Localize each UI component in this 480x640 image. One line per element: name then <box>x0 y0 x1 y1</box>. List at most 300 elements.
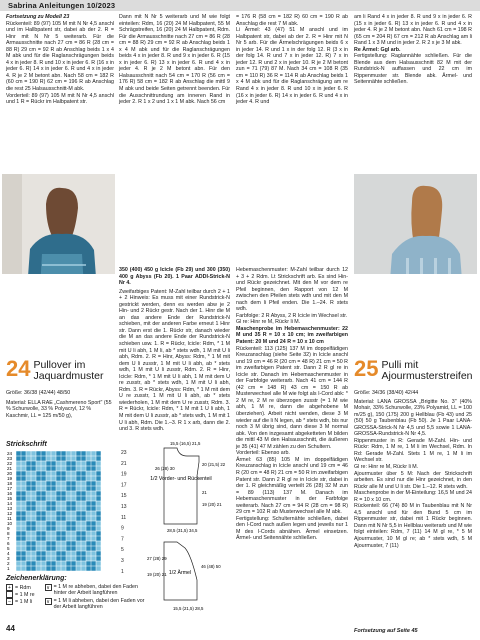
chart-cell <box>41 511 46 516</box>
chart-cell <box>76 531 81 536</box>
text-column-3-lower <box>236 267 348 542</box>
text-column-2-lower <box>119 267 230 433</box>
chart-cell <box>21 551 26 556</box>
chart-cell <box>36 531 41 536</box>
slip-purl-icon: ∨ <box>46 598 50 605</box>
chart-cell <box>61 456 66 461</box>
chart-cell <box>16 536 21 541</box>
chart-cell <box>96 511 101 516</box>
chart-cell <box>36 471 41 476</box>
schematic-row-label: 13 <box>121 504 127 510</box>
chart-cell <box>26 466 31 471</box>
chart-cell <box>41 476 46 481</box>
chart-cell <box>21 476 26 481</box>
chart-cell <box>81 511 86 516</box>
chart-cell <box>86 466 91 471</box>
chart-cell <box>16 556 21 561</box>
chart-cell <box>56 531 61 536</box>
chart-cell <box>61 536 66 541</box>
chart-cell <box>56 556 61 561</box>
model-25-name: Pulli mit Ajourmusterstreifen <box>381 359 473 382</box>
finishing: Fertigstellung: Raglannähte schließen. Für die Blende aus dem Halsausschnitt 82 M mit der Rundstrick-N auffassen und 22 cm im Rippenmuster str. Blende abk. Ärmel- und Seitennähte schließen. <box>354 53 472 86</box>
chart-cell <box>16 516 21 521</box>
chart-row-label: 4 <box>7 551 10 557</box>
chart-row-label: 22 <box>7 461 13 467</box>
chart-cell <box>51 561 56 566</box>
front-end: = 176 R (58 cm = 182 R) 60 cm = 190 R ab Anschlag die rest 7 M abk. <box>236 14 348 27</box>
chart-cell <box>81 531 86 536</box>
back-25: Rückenteil: 66 (74) 80 M in Taubenblau mit N Nr 4,5 anschl und für den Bund 5 cm im Rippenmuster str, dabei mit 1 Rückr beginnen. Dann mit N Nr 5,5 in Hellblau weiterarb und M wie folgt einteilen: Rdm, 7 (11) 14 M gl re, * 5 M Ajourmuster, 10 M gl re; ab * stets wdh, 5 M Ajourmuster, 7 (11) <box>354 503 472 549</box>
chart-cell <box>81 551 86 556</box>
chart-cell <box>81 476 86 481</box>
chart-row-label: 9 <box>7 526 10 532</box>
chart-cell <box>71 521 76 526</box>
chart-cell <box>91 546 96 551</box>
chart-cell <box>86 461 91 466</box>
chart-cell <box>61 511 66 516</box>
gauge: Maschenprobe im Hebemaschenmuster: 22 M und 35 R = 10 x 10 cm; im zweifarbigen Patent: 20 M und 24 R = 10 x 10 cm <box>236 325 348 346</box>
chart-cell <box>86 501 91 506</box>
chart-row-label: 7 <box>7 536 10 542</box>
chart-cell <box>51 521 56 526</box>
chart-cell <box>61 516 66 521</box>
left-sleeve: Li Ärmel: 43 (47) 51 M anschl und im Halbpatent str, dabei ab der 2. R = Hinr mit N Nr 5 arb. Für die Ärmelschrägungen beids 6 x in jeder 14. R und 1 x in der folg 12. R (3 x in der folg 14. R und 7 x in jeder 12. R) 7 x in jeder 12. R und 2 x in jeder 10. R je 2 M betont zun = 71 (79) 87 M. Nach 34 cm = 108 R (35 cm = 110 R) 36 R = 114 R ab Anschlag beids 1 x 4 M abk und für die Raglanschrägung am re Rand 4 x in jeder 8. R und 10 x in jeder 6. R (16 x in jeder 6. R) 14 x in jeder 6. R und 4 x in jeder 4. R und <box>236 27 348 106</box>
chart-cell <box>91 501 96 506</box>
chart-cell <box>86 561 91 566</box>
chart-cell <box>31 561 36 566</box>
knit-icon <box>6 591 13 598</box>
chart-cell <box>51 466 56 471</box>
chart-cell <box>46 561 51 566</box>
sleeve-label: 1/2 Ärmel <box>168 570 192 576</box>
chart-cell <box>71 501 76 506</box>
chart-cell <box>36 476 41 481</box>
chart-cell <box>26 561 31 566</box>
chart-cell <box>31 566 36 571</box>
chart-cell <box>16 456 21 461</box>
model-24-photo <box>2 174 115 274</box>
chart-cell <box>21 491 26 496</box>
right-sleeve: Re Ärmel: Ggl arb. <box>354 46 401 53</box>
chart-cell <box>26 486 31 491</box>
chart-row-label: 17 <box>7 486 13 492</box>
size-value: 36/38 (42/44) 48/50 <box>23 390 71 396</box>
chart-cell <box>71 486 76 491</box>
chart-cell <box>71 561 76 566</box>
chart-cell <box>46 501 51 506</box>
chart-cell <box>61 531 66 536</box>
model-25-photo <box>354 174 477 274</box>
chart-cell <box>46 466 51 471</box>
chart-cell <box>91 481 96 486</box>
chart-cell <box>66 486 71 491</box>
chart-cell <box>36 451 41 456</box>
chart-cell <box>71 506 76 511</box>
chart-cell <box>41 516 46 521</box>
yarn-amounts: 350 (400) 450 g Icicle (Fb 29) und 300 (350) 400 g Abyss (Fb 20). 1 Paar ADDI-Strick-N Nr 4. <box>119 267 230 287</box>
chart-cell <box>26 461 31 466</box>
chart-cell <box>21 456 26 461</box>
text-column-1 <box>6 14 114 106</box>
chart-cell <box>96 496 101 501</box>
chart-cell <box>31 501 36 506</box>
legend-knit: = 1 M re <box>15 591 35 598</box>
chart-cell <box>36 556 41 561</box>
chart-cell <box>16 531 21 536</box>
chart-cell <box>76 511 81 516</box>
size-label: Größe: <box>6 390 23 396</box>
chart-cell <box>96 531 101 536</box>
chart-cell <box>41 456 46 461</box>
legend-slip-back: = 1 M re abheben, dabei den Faden hinter der Arbeit langführen <box>53 583 138 596</box>
rib-pattern: Rippenmuster in R: Gerade M-Zahl. Hin- und Rückr: Rdm, 1 M re, 1 M li im Wechsel, Rdm. In Rd: Gerade M-Zahl. Stets 1 M re, 1 M li im Wechsel str. <box>354 437 472 464</box>
chart-cell <box>81 451 86 456</box>
finishing-24: Fertigstellung: Schulternähte schließen, dabei den I-Cord nach außen legen und jeweils nur 1 M des I-Cords abnähen. Ärmel einsetzen. Ärmel- und Seitennähte schließen. <box>236 515 348 542</box>
chart-cell <box>96 491 101 496</box>
legend-selvage: = Rdm <box>15 584 31 591</box>
chart-cell <box>51 501 56 506</box>
chart-row-label: 12 <box>7 511 13 517</box>
chart-cell <box>76 471 81 476</box>
sleeve-end: am li Rand 4 x in jeder 8. R und 9 x in jeder 6. R (15 x in jeder 6. R) 13 x in jeder 6. R und 4 x in jeder 4. R je 2 M betont abn. Nach 61 cm = 198 R (65 cm = 204 R) 67 cm = 212 R ab Anschlag am li Rand 1 x 3 M und in jeder 2. R 2 x je 3 M abk. <box>354 14 472 47</box>
chart-cell <box>96 536 101 541</box>
schematic-row-label: 19 <box>121 471 127 478</box>
chart-cell <box>36 511 41 516</box>
page-number: 44 <box>6 624 15 633</box>
legend-title: Zeichenerklärung: <box>6 575 67 582</box>
chart-cell <box>66 546 71 551</box>
chart-cell <box>31 486 36 491</box>
chart-cell <box>56 451 61 456</box>
chart-cell <box>86 481 91 486</box>
chart-cell <box>81 496 86 501</box>
chart-cell <box>41 556 46 561</box>
chart-cell <box>71 566 76 571</box>
chart-cell <box>51 481 56 486</box>
chart-cell <box>81 556 86 561</box>
chart-cell <box>66 541 71 546</box>
chart-cell <box>51 566 56 571</box>
chart-cell <box>41 536 46 541</box>
chart-cell <box>21 531 26 536</box>
schematic-row-label: 7 <box>121 536 124 543</box>
chart-cell <box>66 501 71 506</box>
chart-cell <box>41 551 46 556</box>
chart-cell <box>56 516 61 521</box>
chart-cell <box>36 456 41 461</box>
material-label: Material: <box>6 399 27 406</box>
size-schematic <box>119 440 234 615</box>
chart-cell <box>76 551 81 556</box>
measure-10: 46 (48) 50 <box>201 564 221 569</box>
selvage-icon: + <box>6 584 13 591</box>
back-piece: Rückenteil: 113 (125) 137 M im doppelfädigen Kreuzanschlag (siehe Seite 32) in Icicle anschl und 19 cm = 46 R (20 cm = 48 R) 21 cm = 50 R im zweifarbigen Patent str. Dann 2 R gl re in Icicle str. Danach im Hebemaschenmuster in der Farbfolge weiterarb. Nach 41 cm = 144 R (42 cm = 148 R) 43 cm = 150 R ab Musterwechsel alle M wie folgt als I-Cord abk: * 2 M re, 2 M re überzogen zusstr (= 1 M wie abh, 1 M re, dann die abgehobene M überziehen). Arbeit nicht wenden, diese 3 M wieder auf die li N legen, ab * stets wdh, bis nur noch 3 M übrig sind, dann diese 3 M normal abk. Von den inzgesamt abgeketteten M bilden die mittl 43 M den Halsausschnitt, die äußeren je 35 (41) 47 M zählen zu den Schultern. <box>236 345 348 450</box>
chart-cell <box>71 466 76 471</box>
chart-cell <box>36 491 41 496</box>
chart-cell <box>46 546 51 551</box>
chart-cell <box>16 496 21 501</box>
chart-cell <box>31 461 36 466</box>
chart-row-label: 24 <box>7 451 13 457</box>
chart-cell <box>71 526 76 531</box>
chart-cell <box>91 561 96 566</box>
chart-cell <box>76 456 81 461</box>
chart-cell <box>16 491 21 496</box>
chart-cell <box>26 566 31 571</box>
schematic-row-label: 23 <box>121 450 127 456</box>
chart-cell <box>31 546 36 551</box>
chart-cell <box>61 476 66 481</box>
chart-cell <box>26 541 31 546</box>
chart-cell <box>91 526 96 531</box>
chart-cell <box>21 511 26 516</box>
measure-5: 19 (20) 21 <box>202 502 222 507</box>
chart-cell <box>81 516 86 521</box>
chart-cell <box>56 471 61 476</box>
schematic-row-label: 17 <box>121 482 127 489</box>
chart-cell <box>61 471 66 476</box>
chart-cell <box>61 551 66 556</box>
model-24-specs <box>6 390 114 419</box>
size-value-25: 34/36 (38/40) 42/44 <box>371 390 419 396</box>
chart-cell <box>46 486 51 491</box>
chart-row-label: 14 <box>7 501 13 507</box>
chart-cell <box>21 556 26 561</box>
chart-cell <box>31 521 36 526</box>
chart-cell <box>66 466 71 471</box>
model-25-title <box>354 356 474 382</box>
chart-cell <box>66 506 71 511</box>
chart-cell <box>76 536 81 541</box>
chart-cell <box>16 476 21 481</box>
size-label-25: Größe: <box>354 390 371 396</box>
chart-cell <box>31 466 36 471</box>
measure-2: 20 (21,5) 22 <box>202 462 226 467</box>
purl-icon: – <box>6 598 13 605</box>
schematic-row-label: 5 <box>121 547 124 554</box>
chart-cell <box>76 476 81 481</box>
chart-cell <box>31 541 36 546</box>
chart-row-label: 13 <box>7 506 13 512</box>
model-24-number: 24 <box>6 356 31 381</box>
schematic-row-label: 15 <box>121 493 127 500</box>
chart-cell <box>96 551 101 556</box>
chart-cell <box>86 546 91 551</box>
chart-cell <box>46 506 51 511</box>
chart-cell <box>76 516 81 521</box>
chart-cell <box>36 551 41 556</box>
chart-cell <box>86 526 91 531</box>
chart-cell <box>16 551 21 556</box>
chart-cell <box>81 491 86 496</box>
chart-row-label: 19 <box>7 476 13 482</box>
chart-cell <box>71 546 76 551</box>
measure-6: 28,5 (31,5) 34,5 <box>167 528 198 533</box>
chart-cell <box>51 461 56 466</box>
chart-cell <box>36 496 41 501</box>
front-piece: Vorderteil: Ebenso arb. <box>236 450 290 457</box>
chart-cell <box>56 456 61 461</box>
chart-cell <box>96 471 101 476</box>
chart-row-label: 20 <box>7 471 13 477</box>
chart-cell <box>96 456 101 461</box>
chart-cell <box>36 536 41 541</box>
chart-cell <box>46 541 51 546</box>
text-column-4 <box>354 14 472 86</box>
chart-cell <box>71 481 76 486</box>
chart-cell <box>51 506 56 511</box>
chart-cell <box>91 521 96 526</box>
chart-cell <box>56 511 61 516</box>
chart-cell <box>86 521 91 526</box>
chart-cell <box>71 461 76 466</box>
chart-cell <box>21 536 26 541</box>
measure-13: 15,5 (21,5) 28,5 <box>173 606 204 611</box>
front-instructions: Vorderteil: 89 (97) 105 M mit N Nr 4,5 anschl und 1 R = Rückr im Halbpatent str. <box>6 92 114 106</box>
chart-cell <box>46 521 51 526</box>
chart-row-label: 5 <box>7 546 10 552</box>
continuation-note: Fortsetzung auf Seite 45 <box>354 628 418 634</box>
chart-cell <box>46 526 51 531</box>
chart-cell <box>56 496 61 501</box>
text-column-3 <box>236 14 348 106</box>
chart-cell <box>26 506 31 511</box>
front-continuation: Dann mit N Nr 5 weiterarb und M wie folgt einteilen: Rdm, 16 (20) 24 M Halbpatent, 55 M Schrägstreifen, 16 (20) 24 M Halbpatent, Rdm. Für die Armausschnitte nach 27 cm = 86 R (28 cm = 88 R) 29 cm = 92 R ab Anschlag beids 1 x 4 M abk und für die Raglanschrägungen beids 4 x in jeder 8. R und 9 x in jeder 6. R (15 x in jeder 6. R) 13 x in jeder 6. R und 4 x in jeder 4. R je 2 M betont abn. Für den Halsausschnitt nach 54 cm = 170 R (56 cm = 176 R) 58 cm = 182 R ab Anschlag die mittl 9 M abk und beide Seiten getrennt beenden. Für die Ausschnittrundung am inneren Rand in jeder 2. R 1 x 2 und 1 x 1 M abk. Nach 56 cm <box>119 14 230 106</box>
chart-row-label: 21 <box>7 466 13 472</box>
chart-cell <box>96 476 101 481</box>
chart-cell <box>96 451 101 456</box>
continuation-heading: Fortsetzung zu Modell 23 <box>6 14 70 20</box>
chart-row-label: 11 <box>7 516 12 522</box>
chart-cell <box>36 516 41 521</box>
two-color-patent: Zweifarbiges Patent: M-Zahl teilbar durch 2 + 1 + 2 Hinweis: Es muss mit einer Rundstrick-N gestrickt werden, denn es werden abw je 2 Hin- und 2 Rückr gestr. Nach der 1. Hinr die M an das andere Ende der Rundstrick-N schieben, mit der anderen Farbe erneut 1 Hinr str. Dann erst die 1. Rückr str, danach wieder die M an das andere Ende der Rundstrick-N schieben usw. 1. R = Rückr, Icicle: Rdm, * 1 M mit U li abh, 1 M li, ab * stets wdh, 1 M mit U li abh, Rdm. 2. R = Hinr, Abyss: Rdm, * 1 M mit dem U li zusstr, 1 M mit U li abh, ab * stets wdh, 1 M mit U li zusstr, Rdm. 2. R = Hinr, Icicle: Rdm, * 1 M mit U li abh, 1 M mit dem U re zusstr, ab * stets wdh, 1 M mit U li abh, Rdm. 3. R = Rückr, Abyss: Rdm, * 1 M mit dem U re zusstr, 1 M mit U li abh, ab * stets wiederholen, 1 M mit dem U re zusstr, Rdm. 3. R = Rückr, Icicle: Rdm, * 1 M mit 1 U li abh, 1 M mit dem U li zusstr, ab * stets wdh, 1 M mit 1 U li abh, Rdm. Die 1.–3. R 1 x arb, dann die 2. und 3. R stets wdh. <box>119 288 230 433</box>
chart-cell <box>91 541 96 546</box>
chart-cell <box>26 521 31 526</box>
chart-row-label: 10 <box>7 521 13 527</box>
chart-row-label: 15 <box>7 496 13 502</box>
chart-cell <box>46 461 51 466</box>
chart-cell <box>96 556 101 561</box>
chart-cell <box>81 471 86 476</box>
chart-row-label: 18 <box>7 481 13 487</box>
material-value: ELLA RAE „Cashmereno Sport" (55 % Schurwolle, 33 % Polyacryl, 12 % Kaschmir, LL = 125 m/50 g), <box>6 399 112 419</box>
chart-cell <box>51 541 56 546</box>
chart-cell <box>91 506 96 511</box>
chart-cell <box>56 476 61 481</box>
chart-cell <box>51 546 56 551</box>
legend-purl: = 1 M li <box>15 599 33 606</box>
material-25: Material: LANA GROSSA „Brigitte No. 3" (40% Mohair, 33% Schurwolle, 23% Polyamid, LL = 100 m/25 g), 150 (175) 200 g Hellblau (Fb 43) und 25 (50) 50 g Taubenblau (Fb 50). Je 1 Paar LANA-GROSSA-Strick-N Nr 4,5 und 5,5 sowie 1 LANA-GROSSA-Rundstrick-N Nr 4,5. <box>354 398 472 438</box>
chart-cell <box>66 521 71 526</box>
gauge-25: Maschenprobe in der M-Einteilung: 16,5 M und 24 R = 10 x 10 cm. <box>354 490 472 503</box>
chart-cell <box>91 461 96 466</box>
chart-title: Strickschrift <box>6 441 47 448</box>
model-25-number: 25 <box>354 356 379 381</box>
schematic-row-label: 1 <box>121 568 124 575</box>
chart-cell <box>21 451 26 456</box>
chart-row-label: 2 <box>7 561 10 567</box>
chart-row-label: 3 <box>7 556 10 562</box>
chart-row-label: 1 <box>7 566 10 572</box>
chart-cell <box>21 471 26 476</box>
slip-stitch-pattern: Hebemaschenmuster: M-Zahl teilbar durch 12 + 3 + 2 Rdm. Lt Strickschrift arb. Es sind Hin- und Rückr gezeichnet. Mit den M vor dem re Pfeil beginnen, den Rapport von 12 M zwischen den Pfeilen stets wdh und mit den M nach dem li Pfeil enden. Die 1.–24. R stets wdh. <box>236 267 348 313</box>
chart-cell <box>81 456 86 461</box>
chart-cell <box>21 516 26 521</box>
color-sequence: Farbfolge: 2 R Abyss, 2 R Icicle im Wechsel str. <box>236 312 348 319</box>
chart-row-label: 8 <box>7 531 10 537</box>
measure-1: 15,5 (16,5) 21,5 <box>170 441 201 446</box>
chart-cell <box>91 466 96 471</box>
back-instructions: Rückenteil: 89 (97) 105 M mit N Nr 4,5 anschl und im Hallbpatent str, dabei ab der 2. R = Hinr mit N Nr 5 weiterarb. Für die Armausschnitte nach 27 cm = 86 R (28 cm = 88 R) 29 cm = 92 R ab Anschlag beids 1 x 4 M abk und für die Raglanschrägungen beids 4 x in jeder 8. R und 10 x in jeder 6. R (16 x in jeder 6. R) 14 x in jeder 6. R und 4 x in jeder 4. R je 2 M betont abn. Nach 58 cm = 182 R (60 cm = 190 R) 62 cm = 196 R ab Anschlag die rest 25 Halsausschnitt-M abk. <box>6 20 114 93</box>
chart-cell <box>16 511 21 516</box>
page-header <box>0 0 480 11</box>
chart-cell <box>56 491 61 496</box>
chart-cell <box>81 536 86 541</box>
chart-cell <box>86 541 91 546</box>
chart-cell <box>66 526 71 531</box>
chart-cell <box>51 526 56 531</box>
slip-knit-icon: ∨ <box>46 584 50 591</box>
chart-cell <box>26 526 31 531</box>
chart-cell <box>61 556 66 561</box>
chart-row-label: 23 <box>7 456 13 462</box>
chart-cell <box>21 496 26 501</box>
schematic-row-label: 21 <box>121 460 127 467</box>
chart-cell <box>91 486 96 491</box>
chart-row-label: 6 <box>7 541 10 547</box>
chart-cell <box>46 481 51 486</box>
measure-3: 26 (28) 30 <box>155 466 175 471</box>
chart-cell <box>41 496 46 501</box>
model-24-name: Pullover im Jaquardmuster <box>33 359 104 382</box>
chart-cell <box>51 486 56 491</box>
chart-cell <box>31 481 36 486</box>
measure-4: 21 <box>202 490 207 495</box>
chart-cell <box>76 491 81 496</box>
chart-cell <box>16 471 21 476</box>
chart-cell <box>41 491 46 496</box>
chart-cell <box>86 506 91 511</box>
schematic-row-label: 9 <box>121 525 124 532</box>
chart-cell <box>91 566 96 571</box>
schematic-row-label: 11 <box>121 514 127 521</box>
chart-cell <box>56 551 61 556</box>
chart-cell <box>26 481 31 486</box>
chart-cell <box>76 451 81 456</box>
chart-cell <box>61 496 66 501</box>
chart-cell <box>86 486 91 491</box>
chart-cell <box>61 491 66 496</box>
chart-cell <box>76 496 81 501</box>
text-column-2 <box>119 14 230 106</box>
chart-cell <box>86 566 91 571</box>
chart-cell <box>66 561 71 566</box>
chart-cell <box>46 566 51 571</box>
front-label: 1/2 Vorder- und Rückenteil <box>150 476 212 482</box>
schematic-row-label: 3 <box>121 558 124 564</box>
measure-8: 27 (28) 29 <box>147 556 167 561</box>
chart-cell <box>26 501 31 506</box>
chart-cell <box>56 536 61 541</box>
chart-cell <box>66 566 71 571</box>
chart-cell <box>16 451 21 456</box>
chart-cell <box>26 546 31 551</box>
stockinette: Gl re: Hinr re M, Rückr li M. <box>236 319 301 326</box>
chart-cell <box>41 471 46 476</box>
knitting-chart <box>6 449 116 577</box>
chart-cell <box>76 556 81 561</box>
chart-cell <box>61 451 66 456</box>
